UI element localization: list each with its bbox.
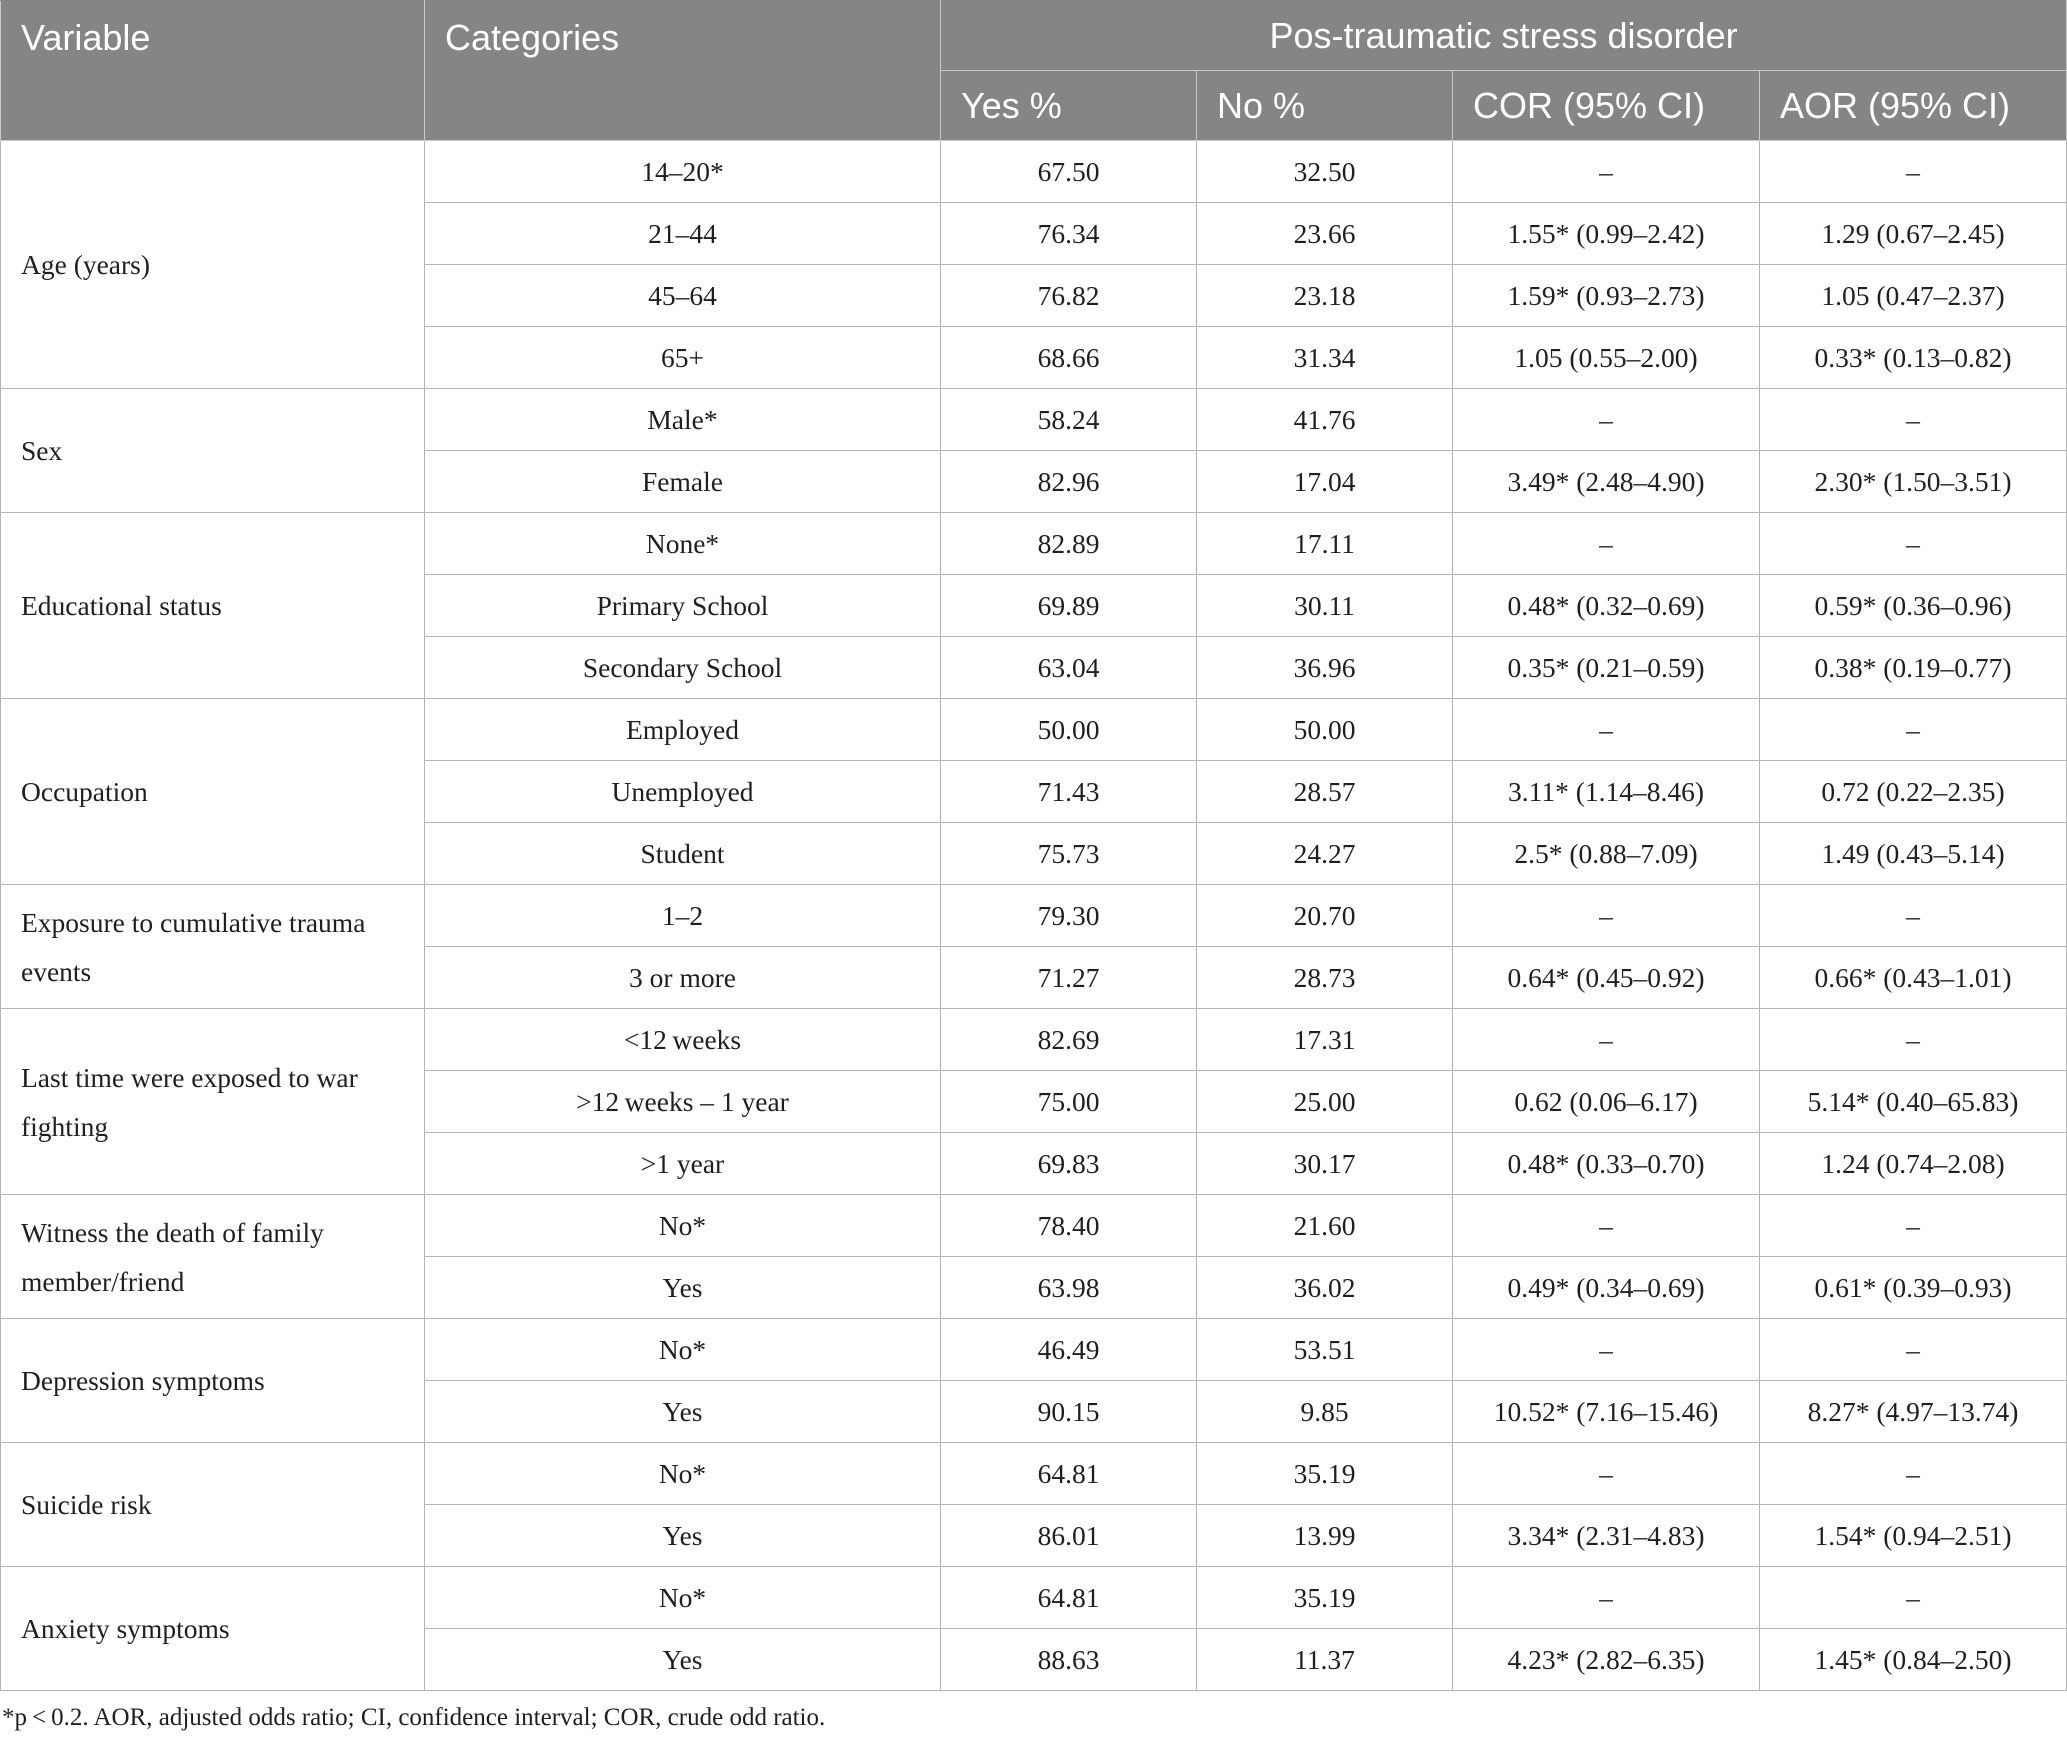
header-aor: AOR (95% CI) [1760, 71, 2067, 141]
no-percent-cell: 9.85 [1197, 1381, 1453, 1443]
yes-percent-cell: 64.81 [941, 1443, 1197, 1505]
cor-cell: – [1453, 1009, 1760, 1071]
cor-cell: – [1453, 699, 1760, 761]
category-cell: No* [425, 1567, 941, 1629]
yes-percent-cell: 82.89 [941, 513, 1197, 575]
no-percent-cell: 21.60 [1197, 1195, 1453, 1257]
yes-percent-cell: 88.63 [941, 1629, 1197, 1691]
yes-percent-cell: 75.73 [941, 823, 1197, 885]
cor-cell: 1.59* (0.93–2.73) [1453, 265, 1760, 327]
header-ptsd-group: Pos-traumatic stress disorder [941, 1, 2067, 71]
yes-percent-cell: 79.30 [941, 885, 1197, 947]
variable-cell: Occupation [1, 699, 425, 885]
category-cell: Secondary School [425, 637, 941, 699]
category-cell: Female [425, 451, 941, 513]
aor-cell: – [1760, 1009, 2067, 1071]
category-cell: No* [425, 1319, 941, 1381]
category-cell: 3 or more [425, 947, 941, 1009]
cor-cell: – [1453, 1195, 1760, 1257]
yes-percent-cell: 69.83 [941, 1133, 1197, 1195]
cor-cell: – [1453, 513, 1760, 575]
aor-cell: 0.38* (0.19–0.77) [1760, 637, 2067, 699]
no-percent-cell: 13.99 [1197, 1505, 1453, 1567]
aor-cell: 2.30* (1.50–3.51) [1760, 451, 2067, 513]
category-cell: >1 year [425, 1133, 941, 1195]
yes-percent-cell: 90.15 [941, 1381, 1197, 1443]
cor-cell: 4.23* (2.82–6.35) [1453, 1629, 1760, 1691]
aor-cell: 0.33* (0.13–0.82) [1760, 327, 2067, 389]
category-cell: >12 weeks – 1 year [425, 1071, 941, 1133]
yes-percent-cell: 86.01 [941, 1505, 1197, 1567]
category-cell: No* [425, 1443, 941, 1505]
yes-percent-cell: 82.69 [941, 1009, 1197, 1071]
category-cell: Unemployed [425, 761, 941, 823]
aor-cell: – [1760, 699, 2067, 761]
no-percent-cell: 23.66 [1197, 203, 1453, 265]
no-percent-cell: 30.17 [1197, 1133, 1453, 1195]
category-cell: Yes [425, 1381, 941, 1443]
no-percent-cell: 35.19 [1197, 1443, 1453, 1505]
cor-cell: – [1453, 141, 1760, 203]
table-footnote: *p < 0.2. AOR, adjusted odds ratio; CI, confidence interval; COR, crude odd ratio. [2, 1704, 826, 1731]
header-cor: COR (95% CI) [1453, 71, 1760, 141]
category-cell: 14–20* [425, 141, 941, 203]
aor-cell: – [1760, 1195, 2067, 1257]
variable-cell: Last time were exposed to war fighting [1, 1009, 425, 1195]
no-percent-cell: 31.34 [1197, 327, 1453, 389]
cor-cell: 3.49* (2.48–4.90) [1453, 451, 1760, 513]
aor-cell: 0.72 (0.22–2.35) [1760, 761, 2067, 823]
no-percent-cell: 30.11 [1197, 575, 1453, 637]
no-percent-cell: 28.73 [1197, 947, 1453, 1009]
yes-percent-cell: 76.82 [941, 265, 1197, 327]
yes-percent-cell: 63.98 [941, 1257, 1197, 1319]
aor-cell: 0.66* (0.43–1.01) [1760, 947, 2067, 1009]
no-percent-cell: 17.11 [1197, 513, 1453, 575]
no-percent-cell: 53.51 [1197, 1319, 1453, 1381]
aor-cell: – [1760, 885, 2067, 947]
cor-cell: 2.5* (0.88–7.09) [1453, 823, 1760, 885]
table-row [1, 699, 2067, 761]
cor-cell: 0.48* (0.33–0.70) [1453, 1133, 1760, 1195]
cor-cell: 1.05 (0.55–2.00) [1453, 327, 1760, 389]
aor-cell: 0.59* (0.36–0.96) [1760, 575, 2067, 637]
no-percent-cell: 36.96 [1197, 637, 1453, 699]
yes-percent-cell: 75.00 [941, 1071, 1197, 1133]
table-body [1, 141, 2067, 1691]
table-row [1, 1319, 2067, 1381]
cor-cell: 0.49* (0.34–0.69) [1453, 1257, 1760, 1319]
cor-cell: 0.35* (0.21–0.59) [1453, 637, 1760, 699]
table-header [1, 1, 2067, 141]
aor-cell: 5.14* (0.40–65.83) [1760, 1071, 2067, 1133]
category-cell: None* [425, 513, 941, 575]
yes-percent-cell: 71.43 [941, 761, 1197, 823]
no-percent-cell: 20.70 [1197, 885, 1453, 947]
aor-cell: – [1760, 141, 2067, 203]
aor-cell: 8.27* (4.97–13.74) [1760, 1381, 2067, 1443]
cor-cell: 0.64* (0.45–0.92) [1453, 947, 1760, 1009]
no-percent-cell: 11.37 [1197, 1629, 1453, 1691]
category-cell: Male* [425, 389, 941, 451]
table-row [1, 389, 2067, 451]
category-cell: 1–2 [425, 885, 941, 947]
category-cell: Yes [425, 1505, 941, 1567]
yes-percent-cell: 68.66 [941, 327, 1197, 389]
header-yes: Yes % [941, 71, 1197, 141]
table-row [1, 141, 2067, 203]
header-no: No % [1197, 71, 1453, 141]
no-percent-cell: 50.00 [1197, 699, 1453, 761]
cor-cell: – [1453, 1443, 1760, 1505]
yes-percent-cell: 63.04 [941, 637, 1197, 699]
cor-cell: 10.52* (7.16–15.46) [1453, 1381, 1760, 1443]
yes-percent-cell: 50.00 [941, 699, 1197, 761]
yes-percent-cell: 78.40 [941, 1195, 1197, 1257]
cor-cell: 1.55* (0.99–2.42) [1453, 203, 1760, 265]
variable-cell: Educational status [1, 513, 425, 699]
table-row [1, 1195, 2067, 1257]
aor-cell: 1.05 (0.47–2.37) [1760, 265, 2067, 327]
no-percent-cell: 24.27 [1197, 823, 1453, 885]
cor-cell: 0.62 (0.06–6.17) [1453, 1071, 1760, 1133]
cor-cell: 0.48* (0.32–0.69) [1453, 575, 1760, 637]
yes-percent-cell: 82.96 [941, 451, 1197, 513]
no-percent-cell: 17.04 [1197, 451, 1453, 513]
table-row [1, 1443, 2067, 1505]
cor-cell: – [1453, 885, 1760, 947]
category-cell: Student [425, 823, 941, 885]
cor-cell: – [1453, 1319, 1760, 1381]
aor-cell: 1.29 (0.67–2.45) [1760, 203, 2067, 265]
cor-cell: 3.34* (2.31–4.83) [1453, 1505, 1760, 1567]
variable-cell: Anxiety symptoms [1, 1567, 425, 1691]
aor-cell: 1.45* (0.84–2.50) [1760, 1629, 2067, 1691]
table-row [1, 513, 2067, 575]
aor-cell: – [1760, 1443, 2067, 1505]
yes-percent-cell: 64.81 [941, 1567, 1197, 1629]
yes-percent-cell: 76.34 [941, 203, 1197, 265]
aor-cell: 0.61* (0.39–0.93) [1760, 1257, 2067, 1319]
category-cell: 45–64 [425, 265, 941, 327]
variable-cell: Suicide risk [1, 1443, 425, 1567]
no-percent-cell: 32.50 [1197, 141, 1453, 203]
aor-cell: 1.24 (0.74–2.08) [1760, 1133, 2067, 1195]
category-cell: Yes [425, 1257, 941, 1319]
no-percent-cell: 41.76 [1197, 389, 1453, 451]
yes-percent-cell: 46.49 [941, 1319, 1197, 1381]
no-percent-cell: 23.18 [1197, 265, 1453, 327]
aor-cell: – [1760, 1567, 2067, 1629]
no-percent-cell: 36.02 [1197, 1257, 1453, 1319]
aor-cell: 1.54* (0.94–2.51) [1760, 1505, 2067, 1567]
yes-percent-cell: 67.50 [941, 141, 1197, 203]
variable-cell: Exposure to cumulative trauma events [1, 885, 425, 1009]
category-cell: <12 weeks [425, 1009, 941, 1071]
aor-cell: – [1760, 389, 2067, 451]
table-row [1, 885, 2067, 947]
variable-cell: Depression symptoms [1, 1319, 425, 1443]
variable-cell: Age (years) [1, 141, 425, 389]
no-percent-cell: 35.19 [1197, 1567, 1453, 1629]
category-cell: 65+ [425, 327, 941, 389]
header-categories: Categories [425, 1, 941, 141]
no-percent-cell: 17.31 [1197, 1009, 1453, 1071]
variable-cell: Sex [1, 389, 425, 513]
cor-cell: 3.11* (1.14–8.46) [1453, 761, 1760, 823]
cor-cell: – [1453, 1567, 1760, 1629]
no-percent-cell: 25.00 [1197, 1071, 1453, 1133]
yes-percent-cell: 71.27 [941, 947, 1197, 1009]
variable-cell: Witness the death of family member/friend [1, 1195, 425, 1319]
aor-cell: 1.49 (0.43–5.14) [1760, 823, 2067, 885]
cor-cell: – [1453, 389, 1760, 451]
yes-percent-cell: 69.89 [941, 575, 1197, 637]
header-variable: Variable [1, 1, 425, 141]
aor-cell: – [1760, 513, 2067, 575]
category-cell: Primary School [425, 575, 941, 637]
category-cell: Employed [425, 699, 941, 761]
category-cell: No* [425, 1195, 941, 1257]
category-cell: Yes [425, 1629, 941, 1691]
aor-cell: – [1760, 1319, 2067, 1381]
table-row [1, 1567, 2067, 1629]
category-cell: 21–44 [425, 203, 941, 265]
yes-percent-cell: 58.24 [941, 389, 1197, 451]
table-row [1, 1009, 2067, 1071]
no-percent-cell: 28.57 [1197, 761, 1453, 823]
